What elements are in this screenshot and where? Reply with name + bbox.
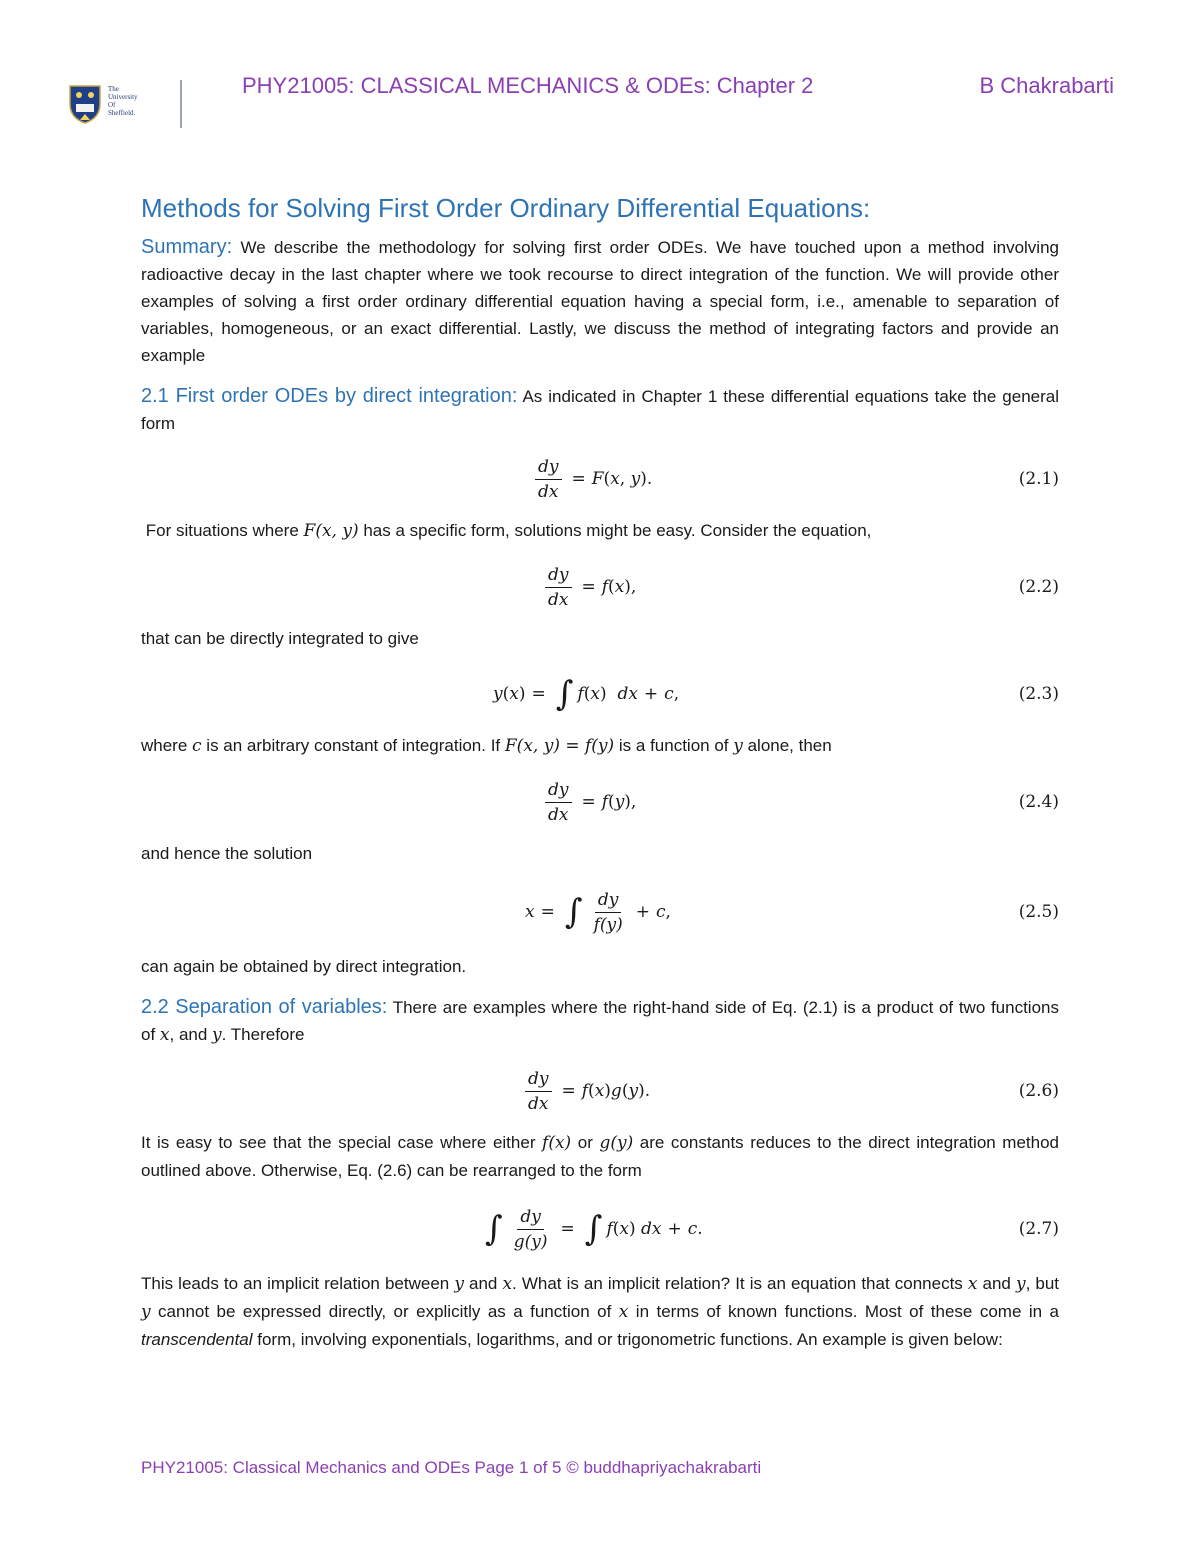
page-footer: PHY21005: Classical Mechanics and ODEs Page 1 of 5 © buddhapriyachakrabarti	[141, 1458, 762, 1477]
summary-paragraph	[141, 234, 1059, 369]
equation-number: (2.2)	[1018, 577, 1059, 597]
logo-wordmark: The University Of Sheffield.	[108, 85, 138, 117]
equation-number: (2.7)	[1018, 1219, 1059, 1239]
equation-2-3: y ( x ) = ∫ f ( x ) dx + c , (2.3)	[141, 666, 1059, 722]
section-2-1-intro: 2.1 First order ODEs by direct integration: As indicated in Chapter 1 these differential equations take the general form	[141, 385, 1059, 433]
equation-2-7: ∫ $\frac{dy}{g(y)}$ = ∫ f ( x ) dx + c . (2.7)	[141, 1198, 1059, 1260]
paragraph: that can be directly integrated to give	[141, 629, 419, 648]
equation-number: (2.6)	[1018, 1081, 1059, 1101]
header-author: B Chakrabarti	[979, 73, 1114, 98]
crest-icon	[68, 84, 102, 124]
equation-2-5: x = ∫ $\frac{dy}{f(y)}$ + c , (2.5)	[141, 881, 1059, 943]
summary-text: We describe the methodology for solving first order ODEs. We have touched upon a method involving radioactive decay in the last chapter where we took recourse to direct integration of the function. We will provide other examples of solving a first order ordinary differential equation having a special form, i.e., amenable to separation of variables, homogeneous, or an exact differential. Lastly, we discuss the method of integrating factors and provide an example	[141, 238, 1059, 365]
section-2-2-intro: 2.2 Separation of variables: There are examples where the right-hand side of Eq. (2.1) is a product of two functions of x, and y. Therefore	[141, 996, 1059, 1045]
equation-number: (2.4)	[1018, 792, 1059, 812]
paragraph: where c is an arbitrary constant of integration. If F(x, y) = f(y) is a function of y alone, then	[141, 736, 832, 756]
university-logo	[62, 80, 182, 128]
paragraph: For situations where F(x, y) has a specific form, solutions might be easy. Consider the equation,	[145, 521, 872, 541]
paragraph: and hence the solution	[141, 844, 313, 863]
paragraph: can again be obtained by direct integration.	[141, 957, 467, 976]
equation-number: (2.3)	[1018, 684, 1059, 704]
equation-number: (2.5)	[1018, 902, 1059, 922]
document-body	[141, 188, 1059, 1353]
paragraph: This leads to an implicit relation between y and x. What is an implicit relation? It is an equation that connects x and y, but y cannot be expressed directly, or explicitly as a function of x in terms of known functions. Most of these come in a transcendental form, involving exponentials, logarithms, and or trigonometric functions. An example is given below:	[141, 1274, 1060, 1349]
header-title: PHY21005: CLASSICAL MECHANICS & ODEs: Chapter 2	[242, 73, 814, 98]
equation-2-1: $\frac{dy}{dx}$ = F ( x , y ). (2.1)	[141, 451, 1059, 507]
section-2-1-heading: 2.1 First order ODEs by direct integration:	[141, 385, 518, 407]
page-title: Methods for Solving First Order Ordinary Differential Equations:	[141, 193, 871, 223]
equation-2-2: $\frac{dy}{dx}$ = f ( x ), (2.2)	[141, 559, 1059, 615]
equation-2-4: $\frac{dy}{dx}$ = f ( y ), (2.4)	[141, 774, 1059, 830]
section-2-2-heading: 2.2 Separation of variables:	[141, 996, 388, 1018]
equation-number: (2.1)	[1018, 469, 1059, 489]
summary-lead: Summary:	[141, 236, 233, 258]
paragraph: It is easy to see that the special case where either f(x) or g(y) are constants reduces to the direct integration method outlined above. Otherwise, Eq. (2.6) can be rearranged to the form	[141, 1133, 1059, 1180]
equation-2-6: $\frac{dy}{dx}$ = f ( x ) g ( y ). (2.6)	[141, 1063, 1059, 1119]
